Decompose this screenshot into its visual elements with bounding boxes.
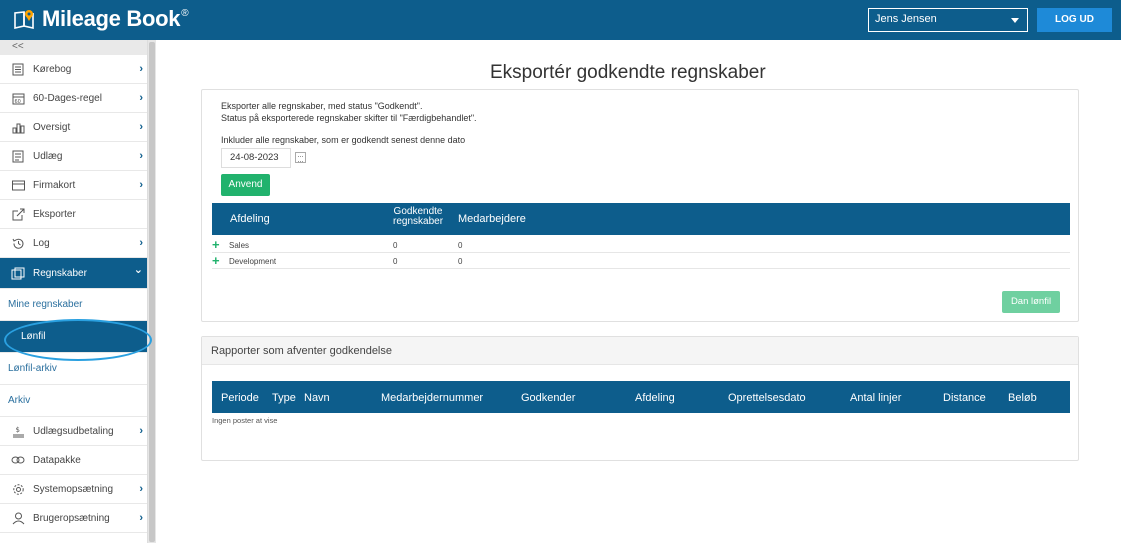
sidebar-item-udlaegsudbetaling[interactable] (0, 417, 147, 446)
page-title: Eksportér godkendte regnskaber (490, 62, 766, 83)
apply-button[interactable]: Anvend (221, 174, 270, 196)
column-godkendte-line2: regnskaber (393, 216, 444, 227)
expand-plus-icon[interactable]: + (212, 253, 220, 268)
sidebar-subitem-lonfil[interactable]: Lønfil (0, 321, 147, 353)
card-icon (11, 178, 25, 192)
bar-chart-icon (11, 120, 25, 134)
column-medarbejdere[interactable]: Medarbejdere (458, 213, 526, 225)
sidebar-item-label: Brugeropsætning (33, 512, 110, 524)
sidebar-item-label: Udlægsudbetaling (33, 425, 114, 437)
column-godkender[interactable]: Godkender (521, 392, 576, 404)
sidebar-item-oversigt[interactable] (0, 113, 147, 142)
gear-icon (11, 482, 25, 496)
scrollbar-thumb[interactable] (149, 42, 155, 542)
user-select[interactable] (868, 8, 1028, 32)
expand-plus-icon[interactable]: + (212, 237, 220, 252)
column-type[interactable]: Type (272, 392, 296, 404)
sidebar-item-label: 60-Dages-regel (33, 92, 102, 104)
column-periode[interactable]: Periode (221, 392, 259, 404)
export-panel (201, 89, 1079, 322)
row-approved: 0 (393, 241, 398, 250)
sidebar-subitem-mine-regnskaber[interactable]: Mine regnskaber (0, 289, 147, 321)
column-afdeling[interactable]: Afdeling (635, 392, 675, 404)
row-employees: 0 (458, 241, 463, 250)
chevron-right-icon: › (139, 63, 143, 75)
export-description-1: Eksporter alle regnskaber, med status "Godkendt". (221, 101, 423, 111)
chevron-right-icon: › (139, 237, 143, 249)
chevron-right-icon: › (139, 483, 143, 495)
link-icon (11, 453, 25, 467)
chevron-right-icon: › (139, 179, 143, 191)
export-description-2: Status på eksporterede regnskaber skifter til "Færdigbehandlet". (221, 113, 477, 123)
calendar-60-icon (11, 91, 25, 105)
row-department: Development (229, 257, 277, 266)
chevron-right-icon: › (139, 425, 143, 437)
top-bar (0, 0, 1121, 40)
column-medarbejdernummer[interactable]: Medarbejdernummer (381, 392, 484, 404)
sidebar-item-label: Oversigt (33, 121, 71, 133)
calendar-icon[interactable] (295, 152, 306, 163)
sidebar-scrollbar[interactable] (148, 40, 156, 543)
chevron-down-icon: ⌄ (133, 264, 143, 276)
user-name: Jens Jensen (875, 13, 937, 25)
sidebar-item-60-dages-regel[interactable] (0, 84, 147, 113)
collapse-sidebar-button[interactable]: << (0, 40, 147, 55)
sidebar-subitem-arkiv[interactable]: Arkiv (0, 385, 147, 417)
logo[interactable] (13, 6, 189, 32)
sidebar-item-systemopsaetning[interactable] (0, 475, 147, 504)
chevron-right-icon: › (139, 92, 143, 104)
main-content (156, 40, 1121, 543)
chevron-right-icon: › (139, 150, 143, 162)
chevron-right-icon: › (139, 121, 143, 133)
sidebar-item-label: Udlæg (33, 150, 63, 162)
sidebar-item-korebog[interactable] (0, 55, 147, 84)
history-icon (11, 236, 25, 250)
column-antal-linjer[interactable]: Antal linjer (850, 392, 902, 404)
create-payroll-file-button[interactable]: Dan lønfil (1002, 291, 1060, 313)
svg-text:60: 60 (14, 98, 21, 105)
pending-panel (201, 336, 1079, 461)
sidebar-item-brugeropsaetning[interactable] (0, 504, 147, 533)
sidebar-subitem-lonfil-arkiv[interactable]: Lønfil-arkiv (0, 353, 147, 385)
sidebar-item-label: Regnskaber (33, 267, 87, 279)
logo-text: Mileage Book (42, 6, 181, 31)
logbook-icon (11, 62, 25, 76)
sidebar-item-firmakort[interactable] (0, 171, 147, 200)
sidebar-item-label: Log (33, 237, 50, 249)
sidebar-item-regnskaber[interactable] (0, 258, 147, 289)
table-header (212, 203, 1070, 235)
dropdown-caret-icon (1011, 18, 1019, 23)
sidebar-item-udlaeg[interactable] (0, 142, 147, 171)
sidebar-item-label: Firmakort (33, 179, 76, 191)
column-godkendte-line1: Godkendte (393, 206, 443, 217)
payout-icon (11, 424, 25, 438)
export-icon (11, 207, 25, 221)
logout-button[interactable]: LOG UD (1037, 8, 1112, 32)
user-icon (11, 511, 25, 525)
row-department: Sales (229, 241, 250, 250)
sidebar-item-label: Kørebog (33, 63, 72, 75)
sidebar-item-datapakke[interactable] (0, 446, 147, 475)
pending-panel-title: Rapporter som afventer godkendelse (202, 337, 1078, 365)
sidebar-item-label: Eksporter (33, 208, 76, 220)
pending-table-header (212, 381, 1070, 413)
column-godkendte[interactable] (393, 207, 443, 227)
sidebar (0, 40, 148, 543)
receipt-icon (11, 149, 25, 163)
sidebar-item-label: Systemopsætning (33, 483, 114, 495)
column-navn[interactable]: Navn (304, 392, 330, 404)
empty-message: Ingen poster at vise (212, 416, 278, 425)
row-employees: 0 (458, 257, 463, 266)
book-pin-icon (13, 8, 37, 30)
column-afdeling[interactable]: Afdeling (230, 213, 270, 225)
sidebar-item-log[interactable] (0, 229, 147, 258)
accounts-icon (11, 266, 25, 280)
sidebar-item-eksporter[interactable] (0, 200, 147, 229)
column-distance[interactable]: Distance (943, 392, 986, 404)
row-approved: 0 (393, 257, 398, 266)
chevron-right-icon: › (139, 512, 143, 524)
table-row[interactable] (212, 253, 1070, 269)
column-belob[interactable]: Beløb (1008, 392, 1037, 404)
sidebar-item-label: Datapakke (33, 454, 81, 466)
registered-mark: ® (181, 7, 189, 19)
date-label: Inkluder alle regnskaber, som er godkendt senest denne dato (221, 135, 466, 145)
table-row[interactable] (212, 237, 1070, 253)
column-oprettelsesdato[interactable]: Oprettelsesdato (728, 392, 806, 404)
svg-text:$: $ (15, 425, 20, 434)
date-field[interactable]: 24-08-2023 (221, 148, 291, 168)
